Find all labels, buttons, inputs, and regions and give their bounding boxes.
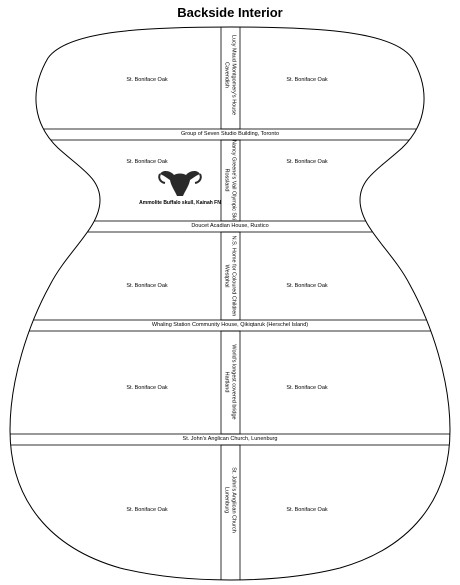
band-label-2: Doucet Acadian House, Rustico — [191, 223, 269, 229]
inlay-caption: Ammolite Buffalo skull, Kainah FN — [139, 200, 221, 206]
buffalo-skull-icon — [159, 171, 201, 196]
panel-row3-right: St. Boniface Oak — [286, 283, 328, 289]
panel-row1-left: St. Boniface Oak — [126, 77, 168, 83]
panel-row2-right: St. Boniface Oak — [286, 159, 328, 165]
center-strip-label-4: World's longest covered bridge Hartland — [224, 344, 237, 420]
center-strip-label-5: St. John's Anglican Church Lunenburg — [224, 467, 237, 533]
panel-row2-left: St. Boniface Oak — [126, 159, 168, 165]
band-label-1: Group of Seven Studio Building, Toronto — [180, 131, 280, 137]
panel-row5-right: St. Boniface Oak — [286, 507, 328, 513]
panel-row4-left: St. Boniface Oak — [126, 385, 168, 391]
panel-row4-right: St. Boniface Oak — [286, 385, 328, 391]
panel-row3-left: St. Boniface Oak — [126, 283, 168, 289]
band-label-3: Whaling Station Community House, Qikiqtaruk (Herschel Island) — [151, 322, 309, 328]
page-title: Backside Interior — [177, 5, 283, 20]
center-strip-label-2: Nancy Greene's Vail Olympic Ski Rossland — [224, 139, 237, 221]
panel-row5-left: St. Boniface Oak — [126, 507, 168, 513]
band-label-4: St. John's Anglican Church, Lunenburg — [182, 436, 278, 442]
center-strip-label-3: N.S. Home for Coloured Children Westphal — [224, 235, 237, 317]
center-strip-label-1: Lucy Maud Montgomery's House Cavendish — [224, 34, 237, 116]
panel-row1-right: St. Boniface Oak — [286, 77, 328, 83]
